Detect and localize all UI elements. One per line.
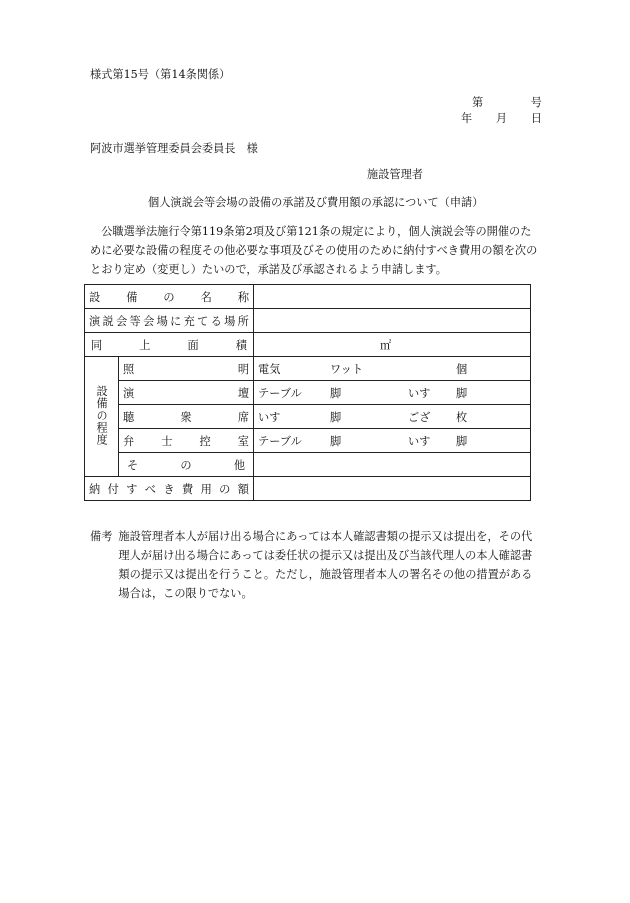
equipment-name-char: 備 [126,290,138,304]
fee-char: 付 [107,482,119,496]
podium-table: テーブル [258,386,302,400]
equipment-table [84,284,531,501]
equipment-name-char: 名 [200,290,212,304]
lighting-electric: 電気 [258,362,281,376]
fee-char: の [219,482,231,496]
speaker-room-char: 室 [237,434,249,448]
row-area [85,333,531,357]
audience-char: 席 [237,410,250,424]
lighting-label [119,357,254,381]
podium-chair-unit: 脚 [456,386,468,400]
venue-char: 場 [224,314,236,328]
equipment-name-label [85,285,254,309]
row-fee [85,477,531,501]
remarks-text: 施設管理者本人が届け出る場合にあっては本人確認書類の提示又は提出を，その代理人が届け出る場合にあっては委任状の提示又は提出及び当該代理人の本人確認書類の提示又は提出を行うこと。ただし，施設管理者本人の署名その他の措置がある場合は，この限りでない。 [118,530,533,600]
equipment-level-group [85,357,119,477]
number-go: 号 [530,96,542,109]
fee-label [85,477,254,501]
venue-char: に [170,314,182,328]
podium-chair: いす [408,386,431,400]
audience-field[interactable] [254,405,531,429]
fee-char: 納 [89,482,101,496]
venue-char: 会 [143,314,155,328]
speaker-room-char: 士 [161,434,173,448]
venue-field[interactable] [254,309,531,333]
lighting-field[interactable] [254,357,531,381]
other-char: そ [127,458,139,472]
equipment-name-char: の [163,290,175,304]
audience-mat-unit: 枚 [456,410,468,424]
date-line [461,110,542,126]
fee-char: べ [144,482,156,496]
equipment-name-char: 設 [89,290,101,304]
audience-label [119,405,254,429]
speaker-room-char: 控 [199,434,211,448]
venue-char: 充 [183,314,195,328]
fee-char: 費 [181,482,194,496]
row-venue [85,309,531,333]
area-label [85,333,254,357]
fee-char: き [163,482,175,496]
row-audience [85,405,531,429]
venue-char: 演 [89,314,101,328]
podium-label [119,381,254,405]
other-label [119,453,254,477]
document-title: 個人演説会等会場の設備の承諾及び費用額の承認について（申請） [148,196,484,209]
number-dai: 第 [472,96,484,109]
equipment-name-field[interactable] [254,285,531,309]
podium-char: 壇 [237,386,250,400]
date-month: 月 [495,112,508,125]
row-speaker-room [85,429,531,453]
speaker-room-table: テーブル [258,434,302,448]
venue-char: 説 [102,314,114,328]
audience-char: 衆 [180,410,192,424]
row-other [85,453,531,477]
lighting-char: 明 [237,362,250,376]
row-equipment-name [85,285,531,309]
equipment-name-char: 称 [237,290,250,304]
speaker-room-label [119,429,254,453]
venue-char: 等 [129,314,141,328]
venue-char: 場 [156,314,168,328]
venue-char: て [197,314,209,328]
area-char: 積 [235,338,247,352]
addressee: 阿波市選挙管理委員会委員長 様 [90,142,258,155]
area-char: 同 [91,338,103,352]
venue-char: る [210,314,222,328]
venue-label [85,309,254,333]
fee-field[interactable] [254,477,531,501]
lighting-char: 照 [123,362,135,376]
speaker-room-table-unit: 脚 [330,434,342,448]
venue-char: 所 [237,314,249,328]
fee-char: 用 [200,482,212,496]
document-number-line [472,94,542,110]
audience-chair: いす [258,410,281,424]
venue-char: 会 [116,314,128,328]
lighting-watt: ワット [330,362,364,376]
row-lighting [85,357,531,381]
remarks-label: 備考 [90,530,113,543]
remarks [90,527,542,603]
speaker-room-chair-unit: 脚 [456,434,468,448]
podium-char: 演 [123,386,135,400]
area-unit: ㎡ [380,338,392,352]
speaker-room-char: 弁 [123,434,135,448]
applicant-label: 施設管理者 [367,168,423,181]
lighting-count-unit: 個 [456,362,468,376]
date-year: 年 [461,112,473,125]
fee-char: 額 [237,482,249,496]
other-field[interactable] [254,453,531,477]
audience-char: 聴 [123,410,135,424]
row-podium [85,381,531,405]
other-char: の [180,458,192,472]
podium-table-unit: 脚 [330,386,342,400]
podium-field[interactable] [254,381,531,405]
form-number: 様式第15号（第14条関係） [90,68,231,81]
area-char: 上 [139,338,151,352]
date-day: 日 [530,112,542,125]
other-char: 他 [233,458,246,472]
audience-chair-unit: 脚 [330,410,342,424]
area-field[interactable] [254,333,531,357]
audience-mat: ござ [408,410,431,424]
body-text: 公職選挙法施行令第119条第2項及び第121条の規定により，個人演説会等の開催のために必要な設備の程度その他必要な事項及びその使用のために納付すべき費用の額を次のとおり定め（変更し）たいので，承諾及び承認されるよう申請します。 [90,225,538,276]
speaker-room-field[interactable] [254,429,531,453]
equipment-level-label: 設備の程度 [95,384,109,446]
fee-char: す [126,482,138,496]
speaker-room-chair: いす [408,434,431,448]
area-char: 面 [187,338,199,352]
